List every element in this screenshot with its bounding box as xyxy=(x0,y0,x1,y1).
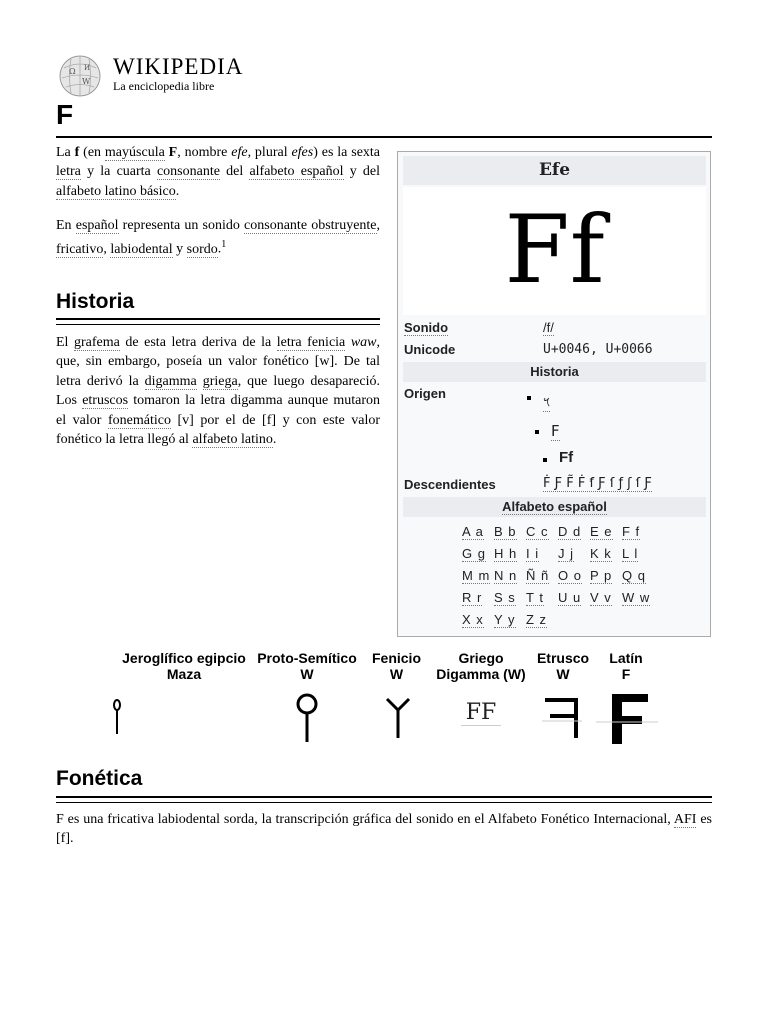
origen-item-phoenician[interactable]: 𐤅 xyxy=(543,393,551,411)
logo-wordmark[interactable]: WIKIPEDIA xyxy=(113,54,244,79)
svg-text:И: И xyxy=(84,64,91,72)
alphabet-letter-link[interactable]: Y y xyxy=(494,612,516,627)
link-alfabeto-espanol-infobox[interactable]: Alfabeto español xyxy=(502,499,607,514)
etruscan-w-glyph[interactable] xyxy=(542,694,582,742)
section-heading-fonetica: Fonética xyxy=(56,767,143,790)
greek-digamma-glyph[interactable]: FϜ xyxy=(461,700,501,726)
infobox-sonido-value xyxy=(543,320,554,335)
evolution-col-egyptian: Jeroglífico egipcio Maza xyxy=(122,650,246,682)
infobox-alfabeto-header xyxy=(403,497,706,517)
alphabet-letter-link[interactable]: F f xyxy=(622,524,641,539)
intro-paragraph-1: La f (en mayúscula F, nombre efe, plural efes) es la sexta letra y la cuarta consonante del alfabeto español y del alfabeto latino básico. xyxy=(56,145,381,199)
letter-glyph: Ff xyxy=(504,196,605,305)
alphabet-letter-link[interactable]: R r xyxy=(462,590,483,605)
link-fonematico[interactable]: fonemático xyxy=(107,412,171,428)
alphabet-letter-link[interactable]: Z z xyxy=(526,612,548,627)
link-espanol[interactable]: español xyxy=(75,218,119,233)
alphabet-letter-link[interactable]: D d xyxy=(558,524,582,539)
infobox-descendientes-value[interactable]: Ḟ Ƒ F̃ Ḟ ẝ Ƒ ſ ƒ ʃ ſ Ƒ xyxy=(543,476,652,491)
link-afi[interactable]: AFI xyxy=(673,812,697,827)
link-consonante[interactable]: consonante xyxy=(156,164,220,180)
alphabet-letter-link[interactable]: Q q xyxy=(622,568,646,583)
link-labiodental[interactable]: labiodental xyxy=(110,242,173,258)
link-alfabeto-latino-basico[interactable]: alfabeto latino básico xyxy=(56,183,176,199)
reference-1[interactable]: 1 xyxy=(221,239,227,251)
link-letra[interactable]: letra xyxy=(56,164,81,180)
evolution-col-latin: Latín F xyxy=(609,650,643,682)
bullet-icon xyxy=(535,430,539,434)
link-etruscos[interactable]: etruscos xyxy=(82,393,129,409)
infobox-descendientes-label: Descendientes xyxy=(404,477,496,492)
link-grafema[interactable]: grafema xyxy=(73,335,120,350)
phoenician-waw-glyph[interactable] xyxy=(384,694,412,740)
letter-evolution-table xyxy=(104,650,664,760)
wikipedia-globe-logo[interactable] xyxy=(56,54,104,98)
alphabet-letter-link[interactable]: E e xyxy=(590,524,613,539)
evolution-col-greek: Griego Digamma (W) xyxy=(436,650,526,682)
section-heading-historia: Historia xyxy=(56,290,135,313)
link-alfabeto-espanol[interactable]: alfabeto español xyxy=(249,164,344,180)
alphabet-letter-link[interactable]: O o xyxy=(558,568,582,583)
alphabet-letter-link[interactable]: W w xyxy=(622,590,651,605)
bullet-icon xyxy=(543,458,547,462)
latin-f-glyph[interactable] xyxy=(596,690,658,746)
link-consonante-obstruyente[interactable]: consonante obstruyente xyxy=(244,218,377,233)
section-divider-thin xyxy=(56,802,712,803)
link-sonido[interactable]: Sonido xyxy=(404,320,449,335)
historia-paragraph: El grafema de esta letra deriva de la letra fenicia waw, que, sin embargo, poseía un valor fonético [w]. De tal letra derivó la digamma griega, que luego desapareció. Los etruscos tomaron la letra digamma aunque mutaron el valor fonemático [v] por el de [f] y con este valor fonético la letra llegó al alfabeto latino. xyxy=(56,335,380,448)
link-sordo[interactable]: sordo xyxy=(186,242,218,258)
alphabet-letter-link[interactable]: C c xyxy=(526,524,549,539)
infobox-sonido-label xyxy=(404,320,448,335)
logo-tagline: La enciclopedia libre xyxy=(113,79,215,93)
egyptian-mace-glyph[interactable] xyxy=(110,698,126,738)
link-griega[interactable]: griega xyxy=(202,373,238,389)
infobox-unicode-value: U+0046, U+0066 xyxy=(543,342,653,357)
intro-paragraph-2: En español representa un sonido consonante obstruyente, fricativo, labiodental y sordo.$^1$ xyxy=(56,218,381,258)
fonetica-paragraph: F es una fricativa labiodental sorda, la transcripción gráfica del sonido en el Alfabeto Fonético Internacional, AFI es [f]. xyxy=(56,812,712,847)
alphabet-letter-link[interactable]: S s xyxy=(494,590,516,605)
title-divider xyxy=(56,136,712,138)
link-mayuscula[interactable]: mayúscula xyxy=(104,145,165,160)
infobox-origen-label: Origen xyxy=(404,386,446,401)
link-digamma[interactable]: digamma xyxy=(144,373,197,389)
infobox-historia-header: Historia xyxy=(403,362,706,382)
alphabet-letter-link[interactable]: P p xyxy=(590,568,613,583)
evolution-col-etruscan: Etrusco W xyxy=(536,650,590,682)
infobox-letter-image xyxy=(403,187,706,315)
protosemitic-w-glyph[interactable] xyxy=(294,692,320,744)
alphabet-letter-link[interactable]: V v xyxy=(590,590,612,605)
alphabet-letter-link[interactable]: T t xyxy=(526,590,544,605)
link-alfabeto-latino[interactable]: alfabeto latino xyxy=(192,432,273,448)
svg-text:Ω: Ω xyxy=(69,67,76,76)
alphabet-letter-link[interactable]: K k xyxy=(590,546,612,561)
alphabet-letter-link[interactable]: N n xyxy=(494,568,518,583)
alphabet-letter-link[interactable]: U u xyxy=(558,590,582,605)
alphabet-letter-link[interactable]: M m xyxy=(462,568,491,583)
section-divider xyxy=(56,796,712,798)
alphabet-letter-link[interactable]: Ñ ñ xyxy=(526,568,550,583)
origen-item-latin: Ff xyxy=(559,449,574,466)
evolution-col-protosemitic: Proto-Semítico W xyxy=(257,650,357,682)
alphabet-letter-link[interactable]: A a xyxy=(462,524,484,539)
origen-item-greek[interactable]: Ϝ xyxy=(551,422,560,440)
bullet-icon xyxy=(527,396,531,400)
alphabet-letter-link[interactable]: L l xyxy=(622,546,639,561)
section-divider-thin xyxy=(56,324,380,325)
section-divider xyxy=(56,318,380,320)
alphabet-letter-link[interactable]: B b xyxy=(494,524,517,539)
link-letra-fenicia[interactable]: letra fenicia xyxy=(276,335,346,350)
alphabet-letter-link[interactable]: J j xyxy=(558,546,574,561)
link-ipa-f[interactable]: /f/ xyxy=(543,320,554,335)
alphabet-letter-link[interactable]: H h xyxy=(494,546,518,561)
svg-text:W: W xyxy=(82,77,91,86)
link-fricativo[interactable]: fricativo xyxy=(56,242,104,258)
infobox-unicode-label: Unicode xyxy=(404,342,456,357)
evolution-col-phoenician: Fenicio W xyxy=(371,650,421,682)
alphabet-letter-link[interactable]: G g xyxy=(462,546,486,561)
infobox-title: Efe xyxy=(403,156,706,185)
alphabet-letter-link[interactable]: X x xyxy=(462,612,484,627)
alphabet-letter-link[interactable]: I i xyxy=(526,546,540,561)
page-title: F xyxy=(56,99,74,130)
